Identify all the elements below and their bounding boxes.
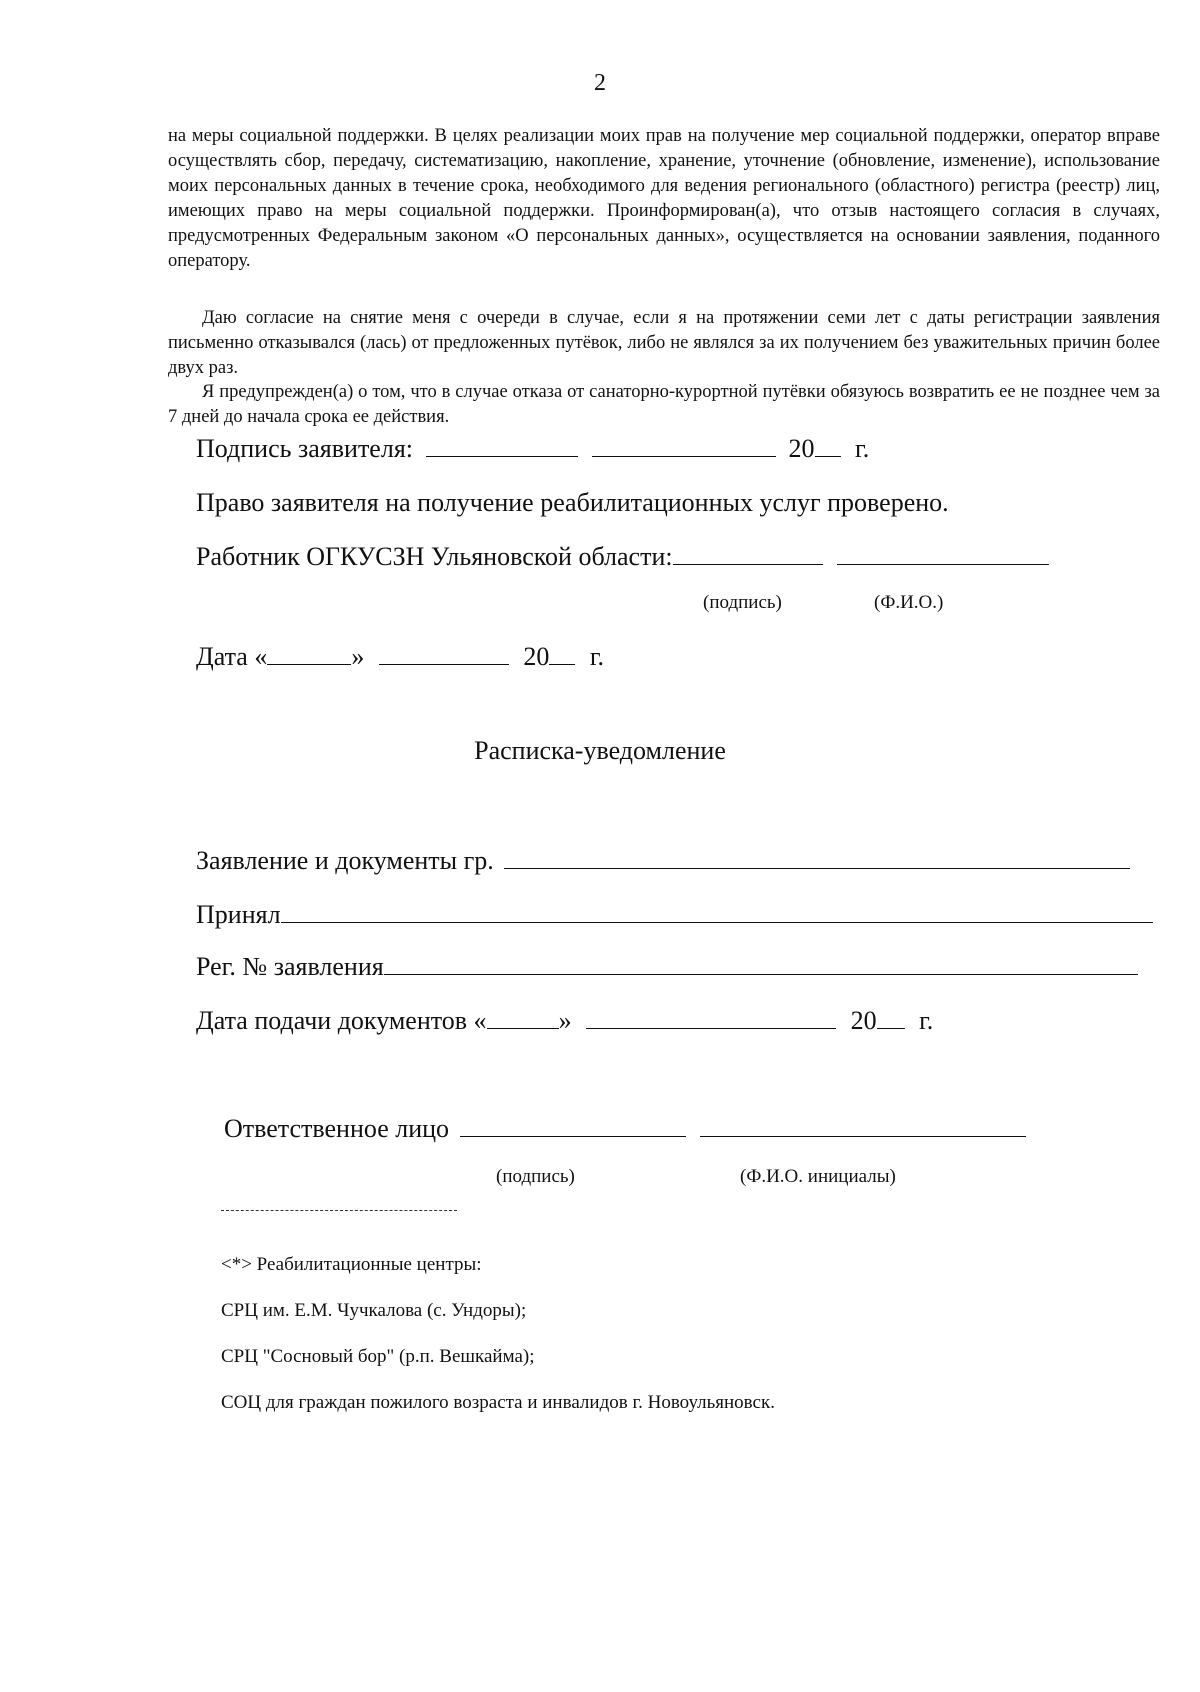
date-label: Дата « (196, 642, 268, 671)
receipt-reg-label: Рег. № заявления (196, 952, 384, 981)
worker-caption-name: (Ф.И.О.) (874, 592, 944, 613)
receipt-reg-row (196, 950, 1138, 982)
worker-label: Работник ОГКУСЗН Ульяновской области: (196, 542, 673, 571)
date-month-line[interactable] (379, 640, 509, 665)
date-year-line[interactable] (549, 640, 575, 665)
receipt-title: Расписка-уведомление (474, 736, 726, 765)
applicant-signature-row (196, 432, 869, 464)
date-year-suffix: г. (589, 642, 605, 671)
receipt-accepted-label: Принял (196, 900, 281, 929)
applicant-year-prefix: 20 (788, 434, 815, 463)
receipt-documents-label: Заявление и документы гр. (196, 846, 494, 875)
page-number: 2 (594, 70, 606, 96)
applicant-signature-label: Подпись заявителя: (196, 434, 414, 463)
applicant-year-line[interactable] (815, 432, 841, 457)
receipt-submission-month-line[interactable] (586, 1004, 836, 1029)
responsible-label: Ответственное лицо (224, 1114, 450, 1143)
applicant-year-suffix: г. (855, 434, 870, 463)
responsible-name-line[interactable] (700, 1112, 1026, 1137)
footnote-item: СРЦ "Сосновый бор" (р.п. Вешкайма); (221, 1346, 535, 1367)
receipt-documents-line[interactable] (504, 844, 1130, 869)
receipt-accepted-line[interactable] (281, 898, 1153, 923)
worker-row (196, 540, 1049, 572)
applicant-signature-date-line[interactable] (592, 432, 776, 457)
receipt-year-line[interactable] (877, 1004, 905, 1029)
consent-paragraph: на меры социальной поддержки. В целях реализации моих прав на получение мер социальной поддержки, оператор вправе осуществлять сбор, передачу, систематизацию, накопление, хранение, уточнение (обновление, изменение), использование моих персональных данных в течение срока, необходимого для ведения регионального (областного) регистра (реестр) лиц, имеющих право на меры социальной поддержки. Проинформирован(а), что отзыв настоящего согласия в случаях, предусмотренных Федеральным законом «О персональных данных», осуществляется на основании заявления, поданного оператору. (168, 126, 1160, 271)
receipt-submission-label: Дата подачи документов « (196, 1006, 487, 1035)
receipt-submission-day-line[interactable] (487, 1004, 559, 1029)
footnote-marker: <*> Реабилитационные центры: (221, 1254, 482, 1275)
receipt-documents-row (196, 844, 1130, 876)
footnote-separator (221, 1210, 457, 1211)
worker-name-line[interactable] (837, 540, 1049, 565)
receipt-reg-line[interactable] (384, 950, 1138, 975)
receipt-submission-row (196, 1004, 933, 1036)
receipt-year-suffix: г. (919, 1006, 934, 1035)
date-row (196, 640, 604, 672)
receipt-year-prefix: 20 (850, 1006, 877, 1035)
applicant-signature-line[interactable] (426, 432, 578, 457)
date-year-prefix: 20 (523, 642, 550, 671)
worker-caption-signature: (подпись) (703, 592, 782, 613)
responsible-signature-line[interactable] (460, 1112, 686, 1137)
queue-removal-paragraph: Даю согласие на снятие меня с очереди в случае, если я на протяжении семи лет с даты регистрации заявления письменно отказывался (лась) от предложенных путёвок, либо не являлся за их получением без уважительных причин более двух раз. (168, 308, 1160, 378)
responsible-caption-signature: (подпись) (496, 1166, 575, 1187)
footnote-item: СОЦ для граждан пожилого возраста и инвалидов г. Новоульяновск. (221, 1392, 775, 1413)
date-day-line[interactable] (267, 640, 351, 665)
responsible-row (224, 1112, 1026, 1144)
date-close-quote: » (351, 642, 365, 671)
responsible-caption-name: (Ф.И.О. инициалы) (740, 1166, 896, 1187)
worker-signature-line[interactable] (673, 540, 823, 565)
warning-paragraph: Я предупрежден(а) о том, что в случае отказа от санаторно-курортной путёвки обязуюсь возвратить ее не позднее чем за 7 дней до начала срока ее действия. (168, 382, 1160, 427)
receipt-accepted-row (196, 898, 1153, 930)
receipt-submission-close-quote: » (558, 1006, 572, 1035)
footnote-item: СРЦ им. Е.М. Чучкалова (с. Ундоры); (221, 1300, 527, 1321)
verification-text: Право заявителя на получение реабилитационных услуг проверено. (196, 488, 949, 517)
